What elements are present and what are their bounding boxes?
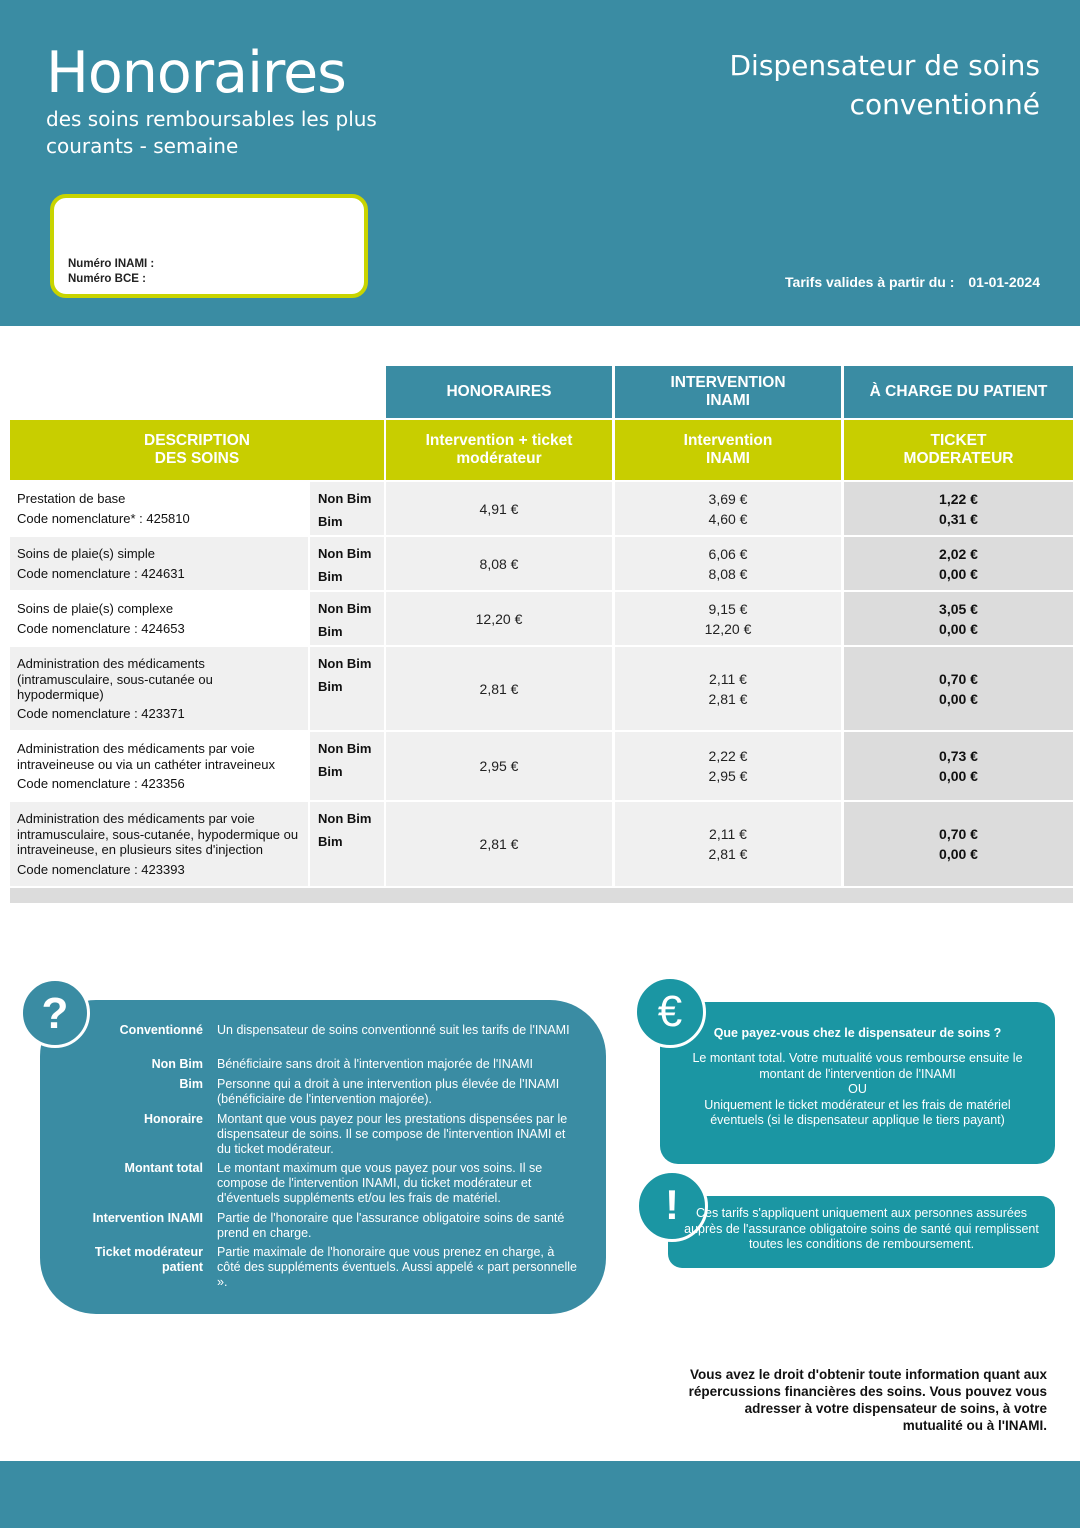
table-row (10, 537, 1073, 590)
validity-label: Tarifs valides à partir du : (785, 274, 955, 290)
rights-statement: Vous avez le droit d'obtenir toute information quant aux répercussions financières des soins. Vous pouvez vous adresser à votre dispensateur de soins, à votre mutualité ou à l'INAMI. (688, 1367, 1047, 1433)
honoraire-value: 2,81 € (479, 680, 519, 697)
bim-label: Bim (318, 834, 343, 849)
nomenclature-code: Code nomenclature : 423393 (17, 862, 185, 877)
tm-nonbim-value: 2,02 € (939, 545, 978, 562)
care-name: Administration des médicaments par voie intraveineuse ou via un cathéter intraveineux (17, 741, 275, 772)
non-bim-label: Non Bim (318, 741, 372, 756)
tm-nonbim-value: 0,70 € (939, 826, 978, 842)
page-subtitle: des soins remboursables les plus courants - semaine (46, 107, 377, 158)
euro-icon: € (634, 976, 706, 1048)
inami-nonbim-value: 2,11 € (709, 670, 747, 687)
non-bim-label: Non Bim (318, 811, 372, 826)
tm-bim-value: 0,00 € (939, 846, 978, 862)
care-name: Soins de plaie(s) simple (17, 546, 156, 561)
header-honoraires: HONORAIRES (386, 366, 612, 418)
payment-body (684, 1051, 1031, 1129)
tm-bim-value: 0,00 € (939, 620, 978, 637)
bim-label: Bim (318, 764, 343, 779)
glossary-definition: Bénéficiaire sans droit à l'intervention majorée de l'INAMI (217, 1057, 534, 1071)
honoraire-value: 2,95 € (479, 758, 519, 774)
inami-nonbim-value: 9,15 € (708, 600, 748, 617)
tm-bim-value: 0,00 € (939, 690, 978, 707)
bce-number-label: Numéro BCE : (68, 273, 146, 285)
non-bim-label: Non Bim (318, 546, 372, 561)
care-name: Soins de plaie(s) complexe (17, 601, 174, 616)
subheader-ticket-moderateur: TICKET MODERATEUR (844, 420, 1073, 480)
honoraire-value: 4,91 € (479, 500, 519, 517)
tm-bim-value: 0,00 € (939, 565, 978, 582)
subheader-intervention-inami: Intervention INAMI (615, 420, 841, 480)
nomenclature-code: Code nomenclature : 424631 (17, 566, 185, 581)
inami-nonbim-value: 6,06 € (708, 545, 748, 562)
glossary-definition: Le montant maximum que vous payez pour vos soins. Il se compose de l'intervention INAMI, du ticket modérateur et d'éventuels suppléments et/ou les frais de matériel. (217, 1161, 543, 1205)
honoraire-value: 12,20 € (475, 610, 523, 627)
tm-nonbim-value: 1,22 € (939, 490, 978, 507)
non-bim-label: Non Bim (318, 656, 372, 671)
honoraire-value: 2,81 € (479, 836, 519, 852)
nomenclature-code: Code nomenclature : 423356 (17, 776, 185, 791)
provider-line2: conventionné (849, 88, 1040, 121)
exclamation-icon: ! (636, 1170, 708, 1242)
tm-nonbim-value: 0,73 € (939, 748, 978, 764)
inami-bim-value: 4,60 € (708, 510, 748, 527)
note-text: Ces tarifs s'appliquent uniquement aux personnes assurées auprès de l'assurance obligatoire soins de santé qui remplissent toutes les conditions de remboursement. (684, 1206, 1039, 1252)
page-title: Honoraires (46, 40, 346, 106)
glossary-definition: Partie de l'honoraire que l'assurance obligatoire soins de santé prend en charge. (217, 1211, 565, 1240)
nomenclature-code: Code nomenclature : 423371 (17, 706, 185, 721)
tm-nonbim-value: 3,05 € (939, 600, 978, 617)
bim-label: Bim (318, 569, 343, 584)
inami-number-label: Numéro INAMI : (68, 258, 155, 270)
header-banner (0, 0, 1080, 326)
inami-nonbim-value: 2,11 € (709, 826, 747, 842)
inami-bim-value: 2,81 € (708, 846, 748, 862)
honoraire-value: 8,08 € (479, 555, 519, 572)
glossary-term: Montant total (124, 1161, 203, 1175)
non-bim-label: Non Bim (318, 491, 372, 506)
glossary-term: Non Bim (151, 1057, 203, 1071)
tm-bim-value: 0,31 € (939, 510, 978, 527)
glossary-term: Honoraire (143, 1112, 203, 1126)
table-footer-bar (10, 888, 1073, 903)
payment-text: Le montant total. Votre mutualité vous rembourse ensuite le montant de l'intervention de l'INAMI (692, 1051, 1023, 1081)
bim-label: Bim (318, 679, 343, 694)
glossary-definition: Personne qui a droit à une intervention plus élevée de l'INAMI (bénéficiaire de l'intervention majorée). (217, 1077, 560, 1106)
table-row (10, 647, 1073, 730)
subheader-intervention-ticket: Intervention + ticket modérateur (386, 420, 612, 480)
glossary-definition: Partie maximale de l'honoraire que vous prenez en charge, à côté des suppléments éventuels. Aussi appelé « part personnelle ». (217, 1245, 577, 1289)
payment-alt: Uniquement le ticket modérateur et les frais de matériel éventuels (si le dispensateur applique le tiers payant) (704, 1097, 1011, 1128)
glossary-definition: Montant que vous payez pour les prestations dispensées par le dispensateur de soins. Il se compose de l'intervention INAMI et du ticket modérateur. (217, 1112, 568, 1156)
provider-type (640, 46, 1040, 124)
glossary-definition: Un dispensateur de soins conventionné suit les tarifs de l'INAMI (217, 1023, 570, 1037)
bim-label: Bim (318, 624, 343, 639)
table-row (10, 482, 1073, 535)
payment-question: Que payez-vous chez le dispensateur de soins ? (713, 1026, 1002, 1040)
care-name: Administration des médicaments (intramusculaire, sous-cutanée ou hypodermique) (17, 656, 213, 702)
glossary-term: Ticket modérateur patient (94, 1245, 203, 1274)
inami-bim-value: 2,81 € (708, 690, 748, 707)
table-row (10, 592, 1073, 645)
tm-bim-value: 0,00 € (939, 768, 978, 784)
tm-nonbim-value: 0,70 € (939, 670, 978, 687)
footer-banner (0, 1461, 1080, 1528)
care-name: Administration des médicaments par voie intramusculaire, sous-cutanée, hypodermique ou intraveineuse, en plusieurs sites d'injection (17, 811, 299, 857)
validity-date (785, 274, 1040, 290)
question-mark-icon: ? (20, 978, 90, 1048)
inami-nonbim-value: 3,69 € (708, 490, 748, 507)
id-box (50, 194, 368, 298)
glossary-term: Intervention INAMI (92, 1211, 203, 1225)
provider-line1: Dispensateur de soins (729, 49, 1040, 82)
inami-nonbim-value: 2,22 € (708, 748, 748, 764)
table-row (10, 732, 1073, 800)
payment-or: OU (848, 1082, 867, 1097)
header-intervention-inami: INTERVENTION INAMI (615, 366, 841, 418)
non-bim-label: Non Bim (318, 601, 372, 616)
inami-bim-value: 2,95 € (708, 768, 748, 784)
header-a-charge-patient: À CHARGE DU PATIENT (844, 366, 1073, 418)
subheader-description: DESCRIPTION DES SOINS (10, 420, 384, 480)
inami-bim-value: 12,20 € (704, 620, 752, 637)
table-row (10, 802, 1073, 886)
care-name: Prestation de base (17, 491, 126, 506)
nomenclature-code: Code nomenclature : 424653 (17, 621, 185, 636)
inami-bim-value: 8,08 € (708, 565, 748, 582)
bim-label: Bim (318, 514, 343, 529)
glossary-term: Bim (179, 1077, 203, 1091)
glossary-term: Conventionné (119, 1023, 203, 1037)
nomenclature-code: Code nomenclature* : 425810 (17, 511, 190, 526)
validity-date-value: 01-01-2024 (968, 274, 1040, 290)
